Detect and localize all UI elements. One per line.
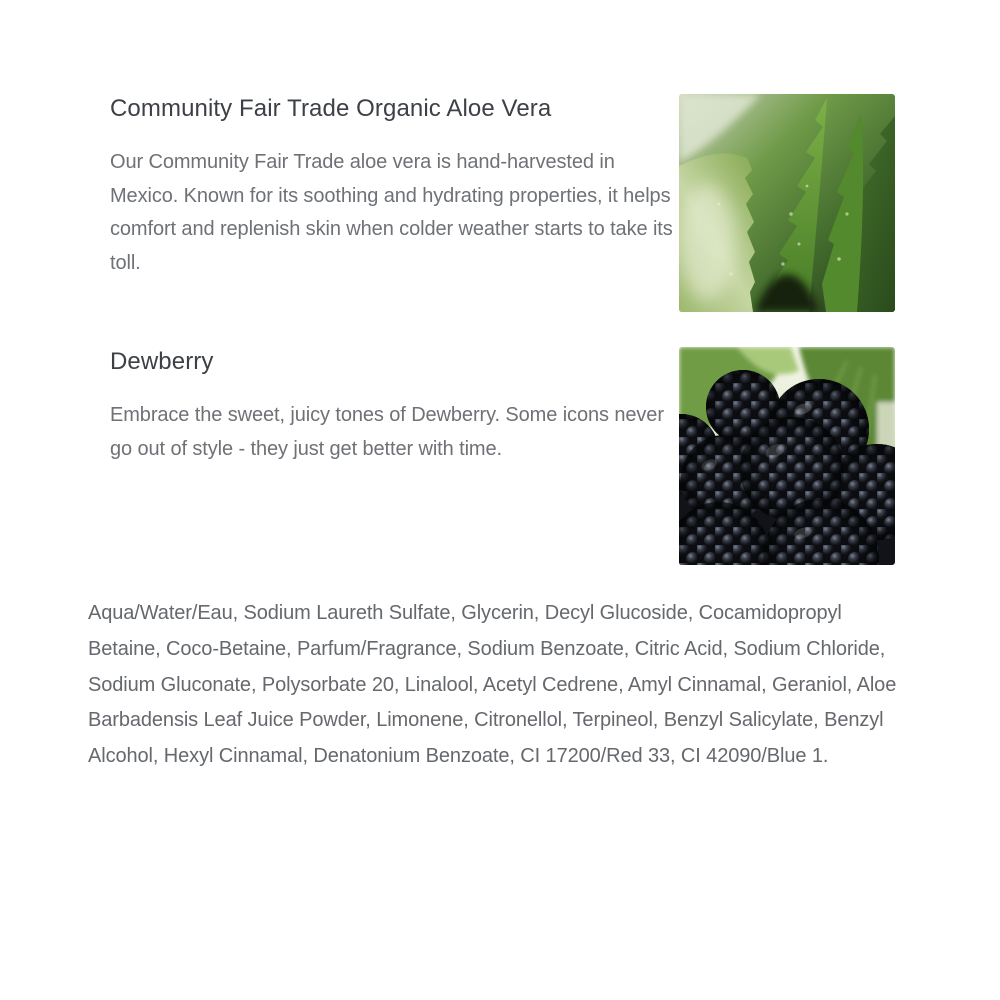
dewberry-image xyxy=(679,347,895,565)
dewberries-illustration xyxy=(679,347,895,565)
aloe-description: Our Community Fair Trade aloe vera is hand-harvested in Mexico. Known for its soothing and hydrating properties, it helps comfort and replenish skin when colder weather starts to take its toll. xyxy=(110,151,673,274)
aloe-vera-illustration xyxy=(679,94,895,312)
dewberry-text-block xyxy=(110,347,675,466)
dewberry-description: Embrace the sweet, juicy tones of Dewberry. Some icons never go out of style - they just get better with time. xyxy=(110,404,664,460)
ingredients-list: Aqua/Water/Eau, Sodium Laureth Sulfate, Glycerin, Decyl Glucoside, Cocamidopropyl Betaine, Coco-Betaine, Parfum/Fragrance, Sodium Benzoate, Citric Acid, Sodium Chloride, Sodium Gluconate, Polysorbate 20, Linalool, Acetyl Cedrene, Amyl Cinnamal, Geraniol, Aloe Barbadensis Leaf Juice Powder, Limonene, Citronellol, Terpineol, Benzyl Salicylate, Benzyl Alcohol, Hexyl Cinnamal, Denatonium Benzoate, CI 17200/Red 33, CI 42090/Blue 1. xyxy=(88,602,897,768)
dewberry-heading: Dewberry xyxy=(110,348,214,375)
aloe-text-block xyxy=(110,94,675,280)
aloe-heading: Community Fair Trade Organic Aloe Vera xyxy=(110,95,552,122)
aloe-vera-image xyxy=(679,94,895,312)
